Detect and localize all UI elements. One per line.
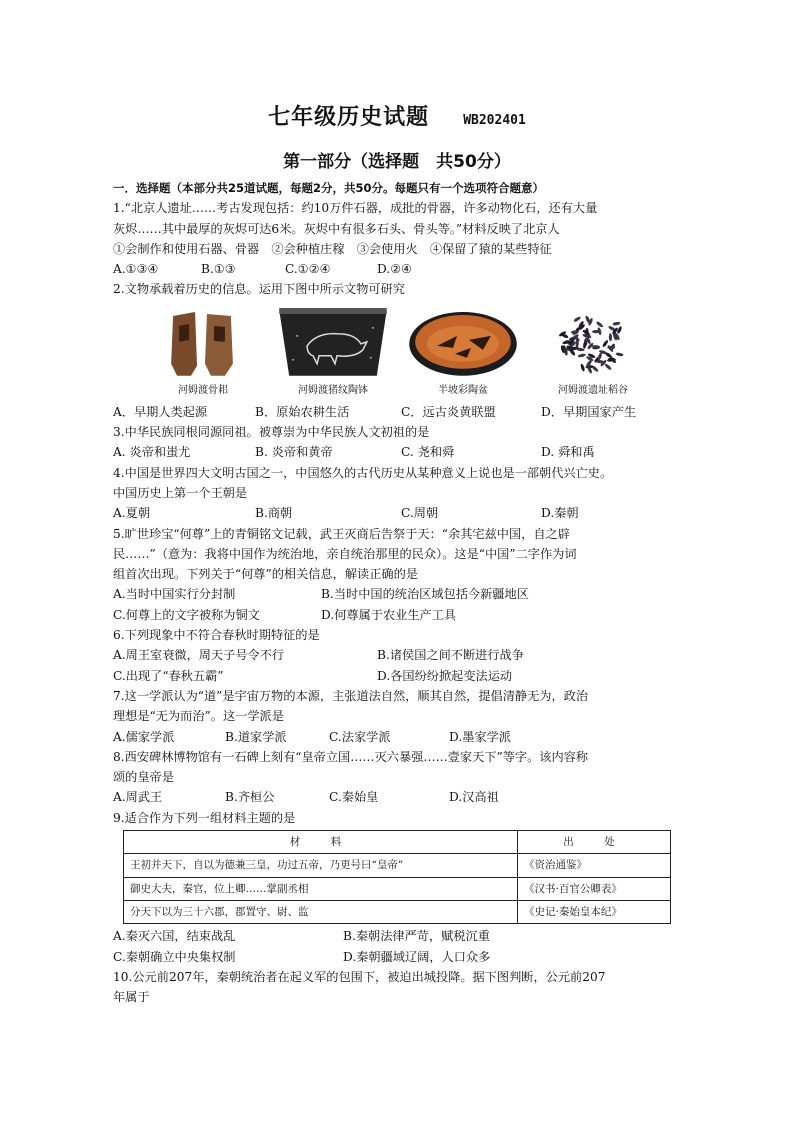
q8-line-2: 颂的皇帝是	[113, 770, 174, 785]
table-cell-material: 御史大夫，秦官，位上卿……掌副丞相	[124, 877, 518, 900]
q3-options	[113, 442, 683, 462]
caption-bone-spade: 河姆渡骨耜	[178, 385, 228, 397]
table-header-row	[124, 831, 671, 854]
rice-grain	[604, 363, 612, 371]
q1-line-3: ①会制作和使用石器、骨器 ②会种植庄稼 ③会使用火 ④保留了猿的某些特征	[113, 241, 552, 256]
q9-options-row-2	[113, 947, 683, 967]
q5-option-b: B.当时中国的统治区域包括今新疆地区	[321, 587, 529, 602]
artifact-painted-basin	[404, 306, 522, 402]
q4-option-a: A.夏朝	[113, 506, 151, 521]
q2-option-b: B．原始农耕生活	[255, 404, 350, 419]
rice-grain	[612, 321, 620, 326]
q1-option-b: B.①③	[201, 262, 236, 277]
q1-option-a: A.①③④	[113, 262, 159, 277]
q5-line-2: 民……”（意为：我将中国作为统治地，亲自统治那里的民众）。这是“中国”二字作为词	[113, 546, 577, 561]
table-header-source: 出 处	[518, 831, 671, 854]
table-row	[124, 877, 671, 900]
q8-option-c: C.秦始皇	[329, 790, 379, 805]
q9-line-1: 9.适合作为下列一组材料主题的是	[113, 810, 296, 825]
q6-option-a: A.周王室衰微，周天子号令不行	[113, 648, 285, 663]
q2-option-a: A．早期人类起源	[113, 404, 208, 419]
q4-line-1: 4.中国是世界四大文明古国之一，中国悠久的古代历史从某种意义上说也是一部朝代兴亡史。	[113, 465, 613, 480]
rice-grain	[609, 333, 612, 341]
q7-line-1: 7.这一学派认为“道”是宇宙万物的本源，主张道法自然，顺其自然，提倡清静无为，政治	[113, 688, 589, 703]
table-cell-material: 王初并天下，自以为德兼三皇，功过五帝，乃更号曰“皇帝”	[124, 854, 518, 877]
q5-option-c: C.何尊上的文字被称为铜文	[113, 607, 260, 622]
q8-option-d: D.汉高祖	[449, 790, 499, 805]
rice-grains-image	[553, 306, 633, 380]
q9-option-b: B.秦朝法律严苛，赋税沉重	[343, 929, 490, 944]
exam-code: WB202401	[463, 113, 526, 128]
q3-option-d: D. 舜和禹	[541, 445, 595, 460]
rice-grain	[615, 352, 623, 357]
rice-grain	[573, 316, 581, 323]
q4-option-c: C.周朝	[401, 506, 439, 521]
q3-option-c: C. 尧和舜	[401, 445, 455, 460]
q5-option-d: D.何尊属于农业生产工具	[321, 607, 457, 622]
questions	[113, 178, 683, 1007]
q2-artifact-images	[113, 306, 683, 402]
q2-line-1: 2.文物承载着历史的信息。运用下图中所示文物可研究	[113, 282, 405, 297]
q6-option-d: D.各国纷纷掀起变法运动	[377, 668, 513, 683]
q9-material-table	[123, 830, 671, 924]
q1-option-c: C.①②④	[285, 262, 331, 277]
q3-option-b: B. 炎帝和黄帝	[255, 445, 333, 460]
q3-line-1: 3.中华民族同根同源同祖。被尊崇为中华民族人文初祖的是	[113, 425, 430, 440]
q7-option-b: B.道家学派	[225, 729, 287, 744]
q1-option-d: D.②④	[377, 262, 413, 277]
section-heading: 一．选择题（本部分共25道试题，每题2分，共50分。每题只有一个选项符合题意）	[113, 181, 545, 195]
q6-option-b: B.诸侯国之间不断进行战争	[377, 648, 524, 663]
q6-options-row-2	[113, 666, 683, 686]
q5-options-row-2	[113, 605, 683, 625]
q9-option-a: A.秦灭六国，结束战乱	[113, 929, 236, 944]
q2-option-c: C．远古炎黄联盟	[401, 404, 496, 419]
table-header-material: 材 料	[124, 831, 518, 854]
q9-option-c: C.秦朝确立中央集权制	[113, 949, 236, 964]
q5-line-3: 组首次出现。下列关于“何尊”的相关信息，解读正确的是	[113, 567, 418, 582]
q9-options-row-1	[113, 926, 683, 946]
q6-line-1: 6.下列现象中不符合春秋时期特征的是	[113, 628, 320, 643]
q1-line-1: 1.“北京人遗址……考古发现包括：约10万件石器，成批的骨器，许多动物化石，还有大量	[113, 201, 598, 216]
q2-options	[113, 402, 683, 422]
q5-option-a: A.当时中国实行分封制	[113, 587, 236, 602]
q1-options	[113, 259, 683, 279]
q4-options	[113, 503, 683, 523]
caption-painted-basin: 半坡彩陶盆	[438, 385, 488, 397]
table-cell-source: 《史记·秦始皇本纪》	[518, 900, 671, 923]
artifact-rice-grains	[534, 306, 652, 402]
caption-pig-bowl: 河姆渡猪纹陶钵	[298, 385, 368, 397]
pig-bowl-image	[277, 306, 389, 380]
rice-grain	[580, 363, 586, 372]
rice-grain	[596, 320, 604, 327]
q6-options-row-1	[113, 645, 683, 665]
q5-options-row-1	[113, 584, 683, 604]
page-title: 七年级历史试题	[268, 104, 430, 130]
q10-line-1: 10.公元前207年，秦朝统治者在起义军的包围下，被迫出城投降。据下图判断，公元前207	[113, 969, 606, 984]
rice-grain	[578, 353, 586, 358]
q4-option-b: B.商朝	[255, 506, 293, 521]
q2-option-d: D．早期国家产生	[541, 404, 637, 419]
table-cell-material: 分天下以为三十六郡，郡置守、尉、监	[124, 900, 518, 923]
q9-option-d: D.秦朝疆域辽阔，人口众多	[343, 949, 491, 964]
artifact-pig-bowl	[274, 306, 392, 402]
q7-option-c: C.法家学派	[329, 729, 391, 744]
q8-option-a: A.周武王	[113, 790, 163, 805]
table-cell-source: 《资治通鉴》	[518, 854, 671, 877]
q8-line-1: 8.西安碑林博物馆有一石碑上刻有“皇帝立国……灭六暴强……壹家天下”等字。该内容称	[113, 749, 589, 764]
q10-line-2: 年属于	[113, 990, 150, 1005]
q7-option-a: A.儒家学派	[113, 729, 175, 744]
title-row	[0, 100, 794, 131]
q1-line-2: 灰烬……其中最厚的灰烬可达6米。灰烬中有很多石头、骨头等。”材料反映了北京人	[113, 221, 560, 236]
q6-option-c: C.出现了“春秋五霸”	[113, 668, 224, 683]
caption-rice-grains: 河姆渡遗址稻谷	[558, 385, 628, 397]
q4-line-2: 中国历史上第一个王朝是	[113, 485, 248, 500]
q5-line-1: 5.旷世珍宝“何尊”上的青铜铭文记载，武王灭商后告祭于天：“余其宅兹中国，自之辟	[113, 526, 570, 541]
artifact-bone-spade	[144, 306, 262, 402]
table-row	[124, 854, 671, 877]
q7-line-2: 理想是“无为而治”。这一学派是	[113, 709, 284, 724]
q7-option-d: D.墨家学派	[449, 729, 511, 744]
q8-option-b: B.齐桓公	[225, 790, 275, 805]
table-row	[124, 900, 671, 923]
q7-options	[113, 727, 683, 747]
q3-option-a: A. 炎帝和蚩尤	[113, 445, 191, 460]
table-cell-source: 《汉书·百官公卿表》	[518, 877, 671, 900]
q8-options	[113, 787, 683, 807]
part-title: 第一部分（选择题 共50分）	[283, 152, 511, 172]
bone-spade-image	[167, 306, 239, 380]
painted-basin-image	[407, 306, 519, 380]
q4-option-d: D.秦朝	[541, 506, 579, 521]
